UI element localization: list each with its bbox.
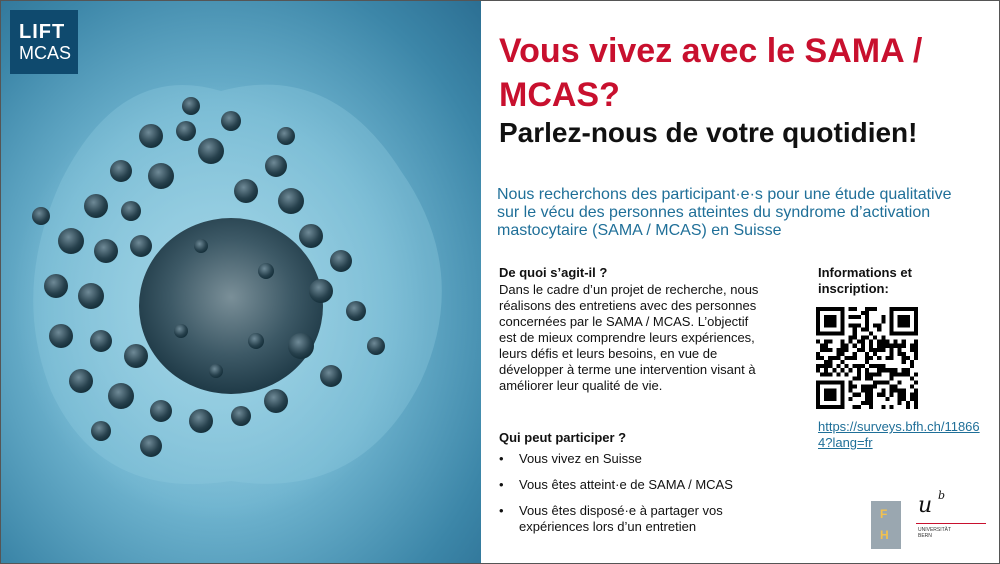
lift-mcas-logo	[10, 10, 78, 74]
what-text: Dans le cadre d’un projet de recherche, nous réalisons des entretiens avec des personnes concernées par le SAMA / MCAS. L’objectif est de mieux comprendre leurs expériences, leurs défis et leurs besoins, en vue de développer à terme une intervention visant à améliorer leur qualité de vie.	[499, 282, 759, 393]
list-item	[499, 477, 769, 493]
logo-line2: MCAS	[19, 43, 72, 63]
qr-code-icon[interactable]	[816, 307, 918, 409]
list-item-text: Vous êtes disposé·e à partager vos expériences lors d’un entretien	[519, 503, 723, 534]
survey-link[interactable]: https://surveys.bfh.ch/118664?lang=fr	[818, 419, 980, 450]
list-item	[499, 503, 769, 535]
unibe-text-1: UNIVERSITÄT	[918, 527, 952, 533]
list-item-text: Vous êtes atteint·e de SAMA / MCAS	[519, 477, 733, 492]
intro-text: Nous recherchons des participant·e·s pour une étude qualitative sur le vécu des personnes atteintes du syndrome d’activation mastocytaire (SAMA / MCAS) en Suisse	[497, 186, 952, 239]
cell-illustration	[1, 1, 481, 563]
mast-cell-image	[1, 1, 481, 563]
fh-logo	[871, 501, 901, 549]
bullet-icon: •	[499, 477, 504, 492]
list-item-text: Vous vivez en Suisse	[519, 451, 642, 466]
bullet-icon: •	[499, 451, 504, 466]
criteria-list	[499, 451, 769, 545]
unibe-u: u	[918, 493, 933, 518]
unibe-text-2: BERN	[918, 533, 932, 539]
fh-letter-f: F	[880, 507, 888, 521]
page-title: Vous vivez avec le SAMA / MCAS?	[499, 32, 923, 114]
unibe-logo	[916, 489, 992, 549]
cell-nucleus	[139, 218, 323, 394]
who-heading: Qui peut participer ?	[499, 430, 627, 445]
logo-line1: LIFT	[19, 21, 66, 43]
info-heading: Informations et inscription:	[818, 265, 912, 296]
page-subtitle: Parlez-nous de votre quotidien!	[499, 117, 918, 148]
list-item	[499, 451, 769, 467]
what-heading: De quoi s’agit-il ?	[499, 265, 608, 280]
fh-letter-h: H	[880, 528, 889, 542]
unibe-b: b	[938, 489, 946, 502]
unibe-rule	[916, 523, 986, 524]
unibe-text	[918, 527, 951, 539]
bullet-icon: •	[499, 503, 504, 518]
